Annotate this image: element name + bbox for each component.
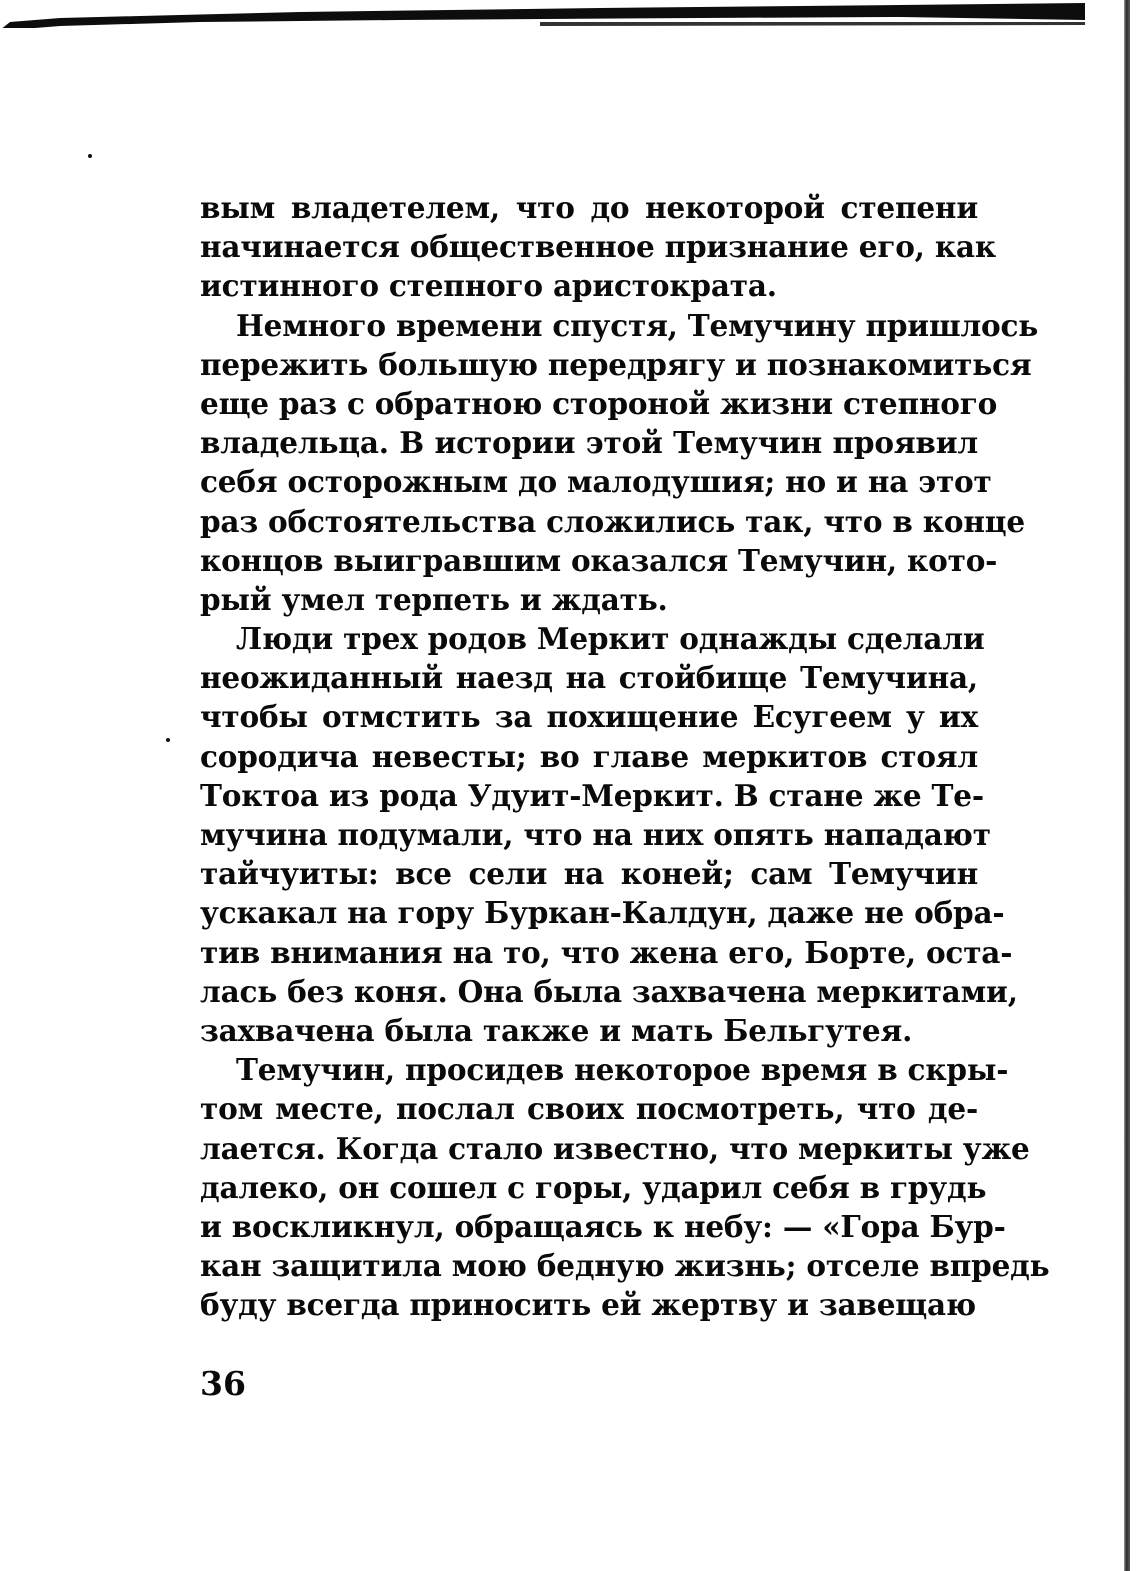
scan-speck xyxy=(88,154,92,158)
text-line: раз обстоятельства сложились так, что в конце xyxy=(200,503,1025,539)
body-text xyxy=(200,188,1050,1324)
text-line: буду всегда приносить ей жертву и завещаю xyxy=(200,1287,976,1323)
text-line: Люди трех родов Меркит однажды сделали xyxy=(236,621,985,657)
text-line: и воскликнул, обращаясь к небу: — «Гора Бур- xyxy=(200,1208,1006,1244)
text-line: рый умел терпеть и ждать. xyxy=(200,581,668,617)
text-line: захвачена была также и мать Бельгутея. xyxy=(200,1012,913,1048)
text-line: сородича невесты; во главе меркитов стоял xyxy=(200,738,978,774)
text-line: мучина подумали, что на них опять нападают xyxy=(200,817,991,852)
text-line: Немного времени спустя, Темучину пришлось xyxy=(236,307,1039,343)
page-number: 36 xyxy=(200,1364,246,1403)
text-line: тив внимания на то, что жена его, Борте, оста- xyxy=(200,934,1013,970)
text-line: лась без коня. Она была захвачена меркитами, xyxy=(200,973,1018,1009)
text-line: том месте, послал своих посмотреть, что де- xyxy=(200,1091,978,1127)
text-line: далеко, он сошел с горы, ударил себя в грудь xyxy=(200,1169,987,1205)
scan-speck xyxy=(166,738,170,742)
text-line: еще раз с обратною стороной жизни степного xyxy=(200,385,998,421)
text-line: лается. Когда стало известно, что меркиты уже xyxy=(200,1130,1030,1166)
text-line: неожиданный наезд на стойбище Темучина, xyxy=(200,660,978,696)
paragraph xyxy=(200,1050,1050,1324)
text-line: вым владетелем, что до некоторой степени xyxy=(200,190,978,225)
text-line: начинается общественное признание его, как xyxy=(200,229,996,265)
text-line: кан защитила мою бедную жизнь; отселе впредь xyxy=(200,1248,1050,1284)
scan-edge-right xyxy=(1124,0,1130,1571)
paragraph xyxy=(200,188,996,306)
text-line: пережить большую передрягу и познакомиться xyxy=(200,346,1032,382)
text-line: тайчуиты: все сели на коней; сам Темучин xyxy=(200,856,978,892)
text-line: концов выигравшим оказался Темучин, кото- xyxy=(200,542,998,578)
scan-edge-top xyxy=(0,0,1085,28)
paragraph xyxy=(200,619,1018,1050)
text-line: Токтоа из рода Удуит-Меркит. В стане же Те- xyxy=(200,777,984,813)
text-line: Темучин, просидев некоторое время в скры- xyxy=(236,1052,1009,1088)
text-line: владельца. В истории этой Темучин проявил xyxy=(200,425,978,461)
text-line: чтобы отмстить за похищение Есугеем у их xyxy=(200,699,978,735)
text-line: ускакал на гору Буркан-Калдун, даже не обра- xyxy=(200,895,1005,931)
text-line: себя осторожным до малодушия; но и на этот xyxy=(200,464,992,500)
text-line: истинного степного аристократа. xyxy=(200,268,777,304)
paragraph xyxy=(200,306,1039,620)
